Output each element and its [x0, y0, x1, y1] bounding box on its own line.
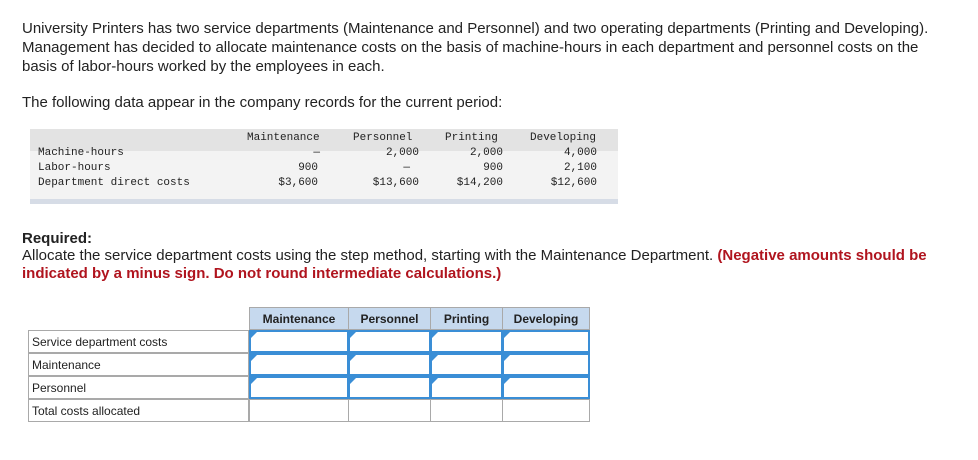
input-pers-personnel[interactable] — [348, 376, 431, 399]
answer-col-printing: Printing — [430, 307, 503, 330]
input-maint-printing[interactable] — [430, 353, 503, 376]
row-label: Department direct costs — [38, 177, 190, 189]
answer-col-developing: Developing — [502, 307, 590, 330]
cell-value: 2,000 — [469, 147, 503, 159]
amount-input[interactable] — [251, 355, 347, 374]
answer-row-label-maintenance: Maintenance — [28, 353, 249, 376]
table-row — [30, 177, 618, 192]
answer-row-label-personnel: Personnel — [28, 376, 249, 399]
total-developing — [502, 399, 590, 422]
row-label: Labor-hours — [38, 162, 111, 174]
cell-value: 2,000 — [385, 147, 419, 159]
data-table — [30, 129, 618, 205]
total-output — [250, 400, 348, 421]
amount-input[interactable] — [432, 332, 501, 351]
total-printing — [430, 399, 503, 422]
answer-row-label-service-costs: Service department costs — [28, 330, 249, 353]
input-pers-maintenance[interactable] — [249, 376, 349, 399]
col-header-maintenance: Maintenance — [247, 132, 320, 144]
amount-input[interactable] — [251, 378, 347, 397]
row-label: Machine-hours — [38, 147, 124, 159]
bottom-rule — [30, 199, 618, 204]
input-service-personnel[interactable] — [348, 330, 431, 353]
input-service-developing[interactable] — [502, 330, 590, 353]
required-instructions — [22, 247, 957, 283]
input-service-printing[interactable] — [430, 330, 503, 353]
input-maint-developing[interactable] — [502, 353, 590, 376]
cell-value: $14,200 — [456, 177, 503, 189]
answer-row-label-total: Total costs allocated — [28, 399, 249, 422]
cell-value: $13,600 — [372, 177, 419, 189]
input-pers-printing[interactable] — [430, 376, 503, 399]
cell-value: 4,000 — [563, 147, 597, 159]
amount-input[interactable] — [504, 378, 588, 397]
total-maintenance — [249, 399, 349, 422]
cell-value: — — [313, 147, 320, 159]
cell-value: 900 — [298, 162, 318, 174]
problem-intro: University Printers has two service departments (Maintenance and Personnel) and two operating departments (Printing and Developing). Management has decided to allocate maintenance costs on the basis of machine-hours in each department and personnel costs on the basis of labor-hours worked by the employees in each. — [22, 20, 929, 75]
amount-input[interactable] — [350, 355, 429, 374]
cell-value: — — [403, 162, 410, 174]
input-pers-developing[interactable] — [502, 376, 590, 399]
table-row — [30, 162, 618, 177]
amount-input[interactable] — [504, 355, 588, 374]
input-maint-personnel[interactable] — [348, 353, 431, 376]
table-row — [30, 147, 618, 162]
amount-input[interactable] — [350, 378, 429, 397]
total-output — [431, 400, 502, 421]
amount-input[interactable] — [432, 355, 501, 374]
total-output — [349, 400, 430, 421]
required-note: (Negative amounts should be indicated by a minus sign. Do not round intermediate calculations.) — [22, 247, 927, 282]
input-service-maintenance[interactable] — [249, 330, 349, 353]
cell-value: 2,100 — [563, 162, 597, 174]
cell-value: 900 — [483, 162, 503, 174]
input-maint-maintenance[interactable] — [249, 353, 349, 376]
amount-input[interactable] — [504, 332, 588, 351]
col-header-developing: Developing — [530, 132, 597, 144]
cell-value: $3,600 — [278, 177, 318, 189]
answer-col-maintenance: Maintenance — [249, 307, 349, 330]
col-header-personnel: Personnel — [353, 132, 413, 144]
data-prompt: The following data appear in the company records for the current period: — [22, 94, 503, 111]
amount-input[interactable] — [432, 378, 501, 397]
answer-col-personnel: Personnel — [348, 307, 431, 330]
total-output — [503, 400, 589, 421]
total-personnel — [348, 399, 431, 422]
required-heading: Required: — [22, 230, 93, 247]
required-text: Allocate the service department costs using the step method, starting with the Maintenance Department. — [22, 247, 718, 264]
amount-input[interactable] — [350, 332, 429, 351]
cell-value: $12,600 — [550, 177, 597, 189]
amount-input[interactable] — [251, 332, 347, 351]
col-header-printing: Printing — [445, 132, 498, 144]
